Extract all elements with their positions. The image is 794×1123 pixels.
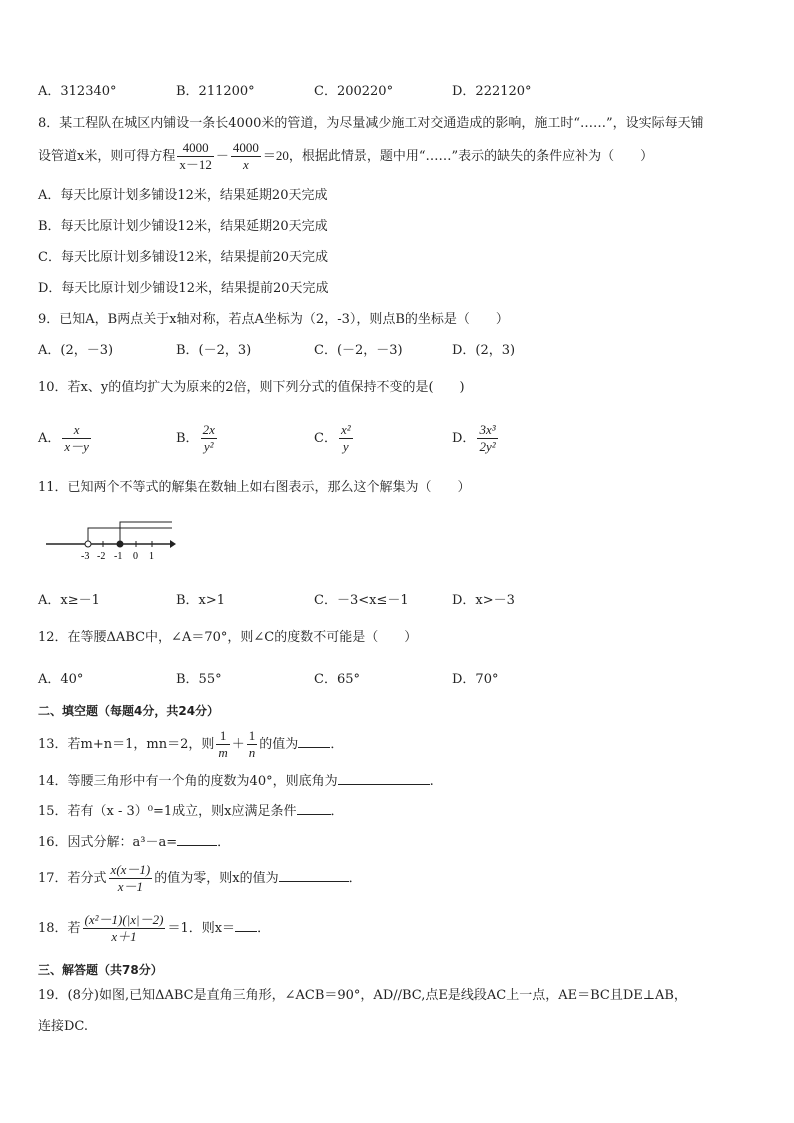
answer-blank[interactable] [298,735,330,748]
q18-den: x＋1 [111,929,137,944]
q13-f2-den: n [248,745,256,760]
answer-blank[interactable] [235,919,257,932]
q14-end: . [429,774,434,789]
q10-option-d-fraction [477,422,497,455]
q10-option-a-fraction [62,422,91,455]
q12-option-b: B．55° [176,672,222,687]
answer-blank[interactable] [177,833,217,846]
q9-option-b: B．(－2，3) [176,343,252,358]
q8-stem-line2 [38,140,653,173]
q10-d-den: 2y² [479,439,496,454]
q8-option-b: B．每天比原计划少铺设12米，结果延期20天完成 [38,219,328,234]
q8-minus: － [215,148,229,163]
q18-num: (x²－1)(|x|－2) [84,912,164,927]
q7-option-c: C．200220° [314,84,394,99]
q10-option-d-label: D． [452,431,476,446]
q8-equals: ＝20 [262,148,289,163]
solution-bracket-1 [88,528,172,542]
q11-option-d: D．x>－3 [452,593,515,608]
q10-option-a-label: A． [38,431,61,446]
q10-d-num: 3x³ [479,422,496,437]
q8-stem-post: ，根据此情景，题中用“……”表示的缺失的条件应补为（ ） [288,149,654,164]
q10-option-c [314,422,355,455]
q10-stem: 10．若x、y的值均扩大为原来的2倍，则下列分式的值保持不变的是( ) [38,380,465,395]
q16 [38,833,230,851]
answer-blank[interactable] [297,802,331,815]
q13-plus: ＋ [231,736,245,751]
q10-option-a [38,422,93,455]
q18-post: ＝1．则x＝ [167,921,236,936]
q8-fraction-2-den: x [242,157,249,172]
tick-label: -1 [114,551,123,562]
q10-c-num: x² [340,422,351,437]
q8-option-d: D．每天比原计划少铺设12米，结果提前20天完成 [38,281,329,296]
number-line-diagram [40,516,190,564]
q17-pre: 17．若分式 [38,871,107,886]
axis-arrow [170,540,176,548]
tick-label: -2 [97,551,106,562]
q14-text: 14．等腰三角形中有一个角的度数为40°，则底角为 [38,774,338,789]
q17-den: x－1 [117,879,144,894]
q12-option-c: C．65° [314,672,360,687]
q9-option-c: C．(－2，－3) [314,343,403,358]
solution-bracket-2 [120,522,172,542]
q17-num: x(x－1) [110,862,151,877]
q15-text: 15．若有（x - 3）⁰=1成立，则x应满足条件 [38,804,297,819]
q8-fraction-1-den: x－12 [179,157,212,172]
q10-b-den: y² [203,439,214,454]
q17-post: 的值为零，则x的值为 [154,871,279,886]
q13-f1-den: m [218,745,228,760]
q7-option-d: D．222120° [452,84,532,99]
q13-fraction-1 [216,728,229,761]
q8-option-a: A．每天比原计划多铺设12米，结果延期20天完成 [38,188,328,203]
q12-option-a: A．40° [38,672,84,687]
answer-blank[interactable] [279,869,349,882]
q9-option-d: D．(2，3) [452,343,516,358]
q10-c-den: y [342,439,349,454]
q8-fraction-2 [231,140,261,173]
section-heading-fill-in: 二、填空题（每题4分，共24分） [38,704,220,718]
q13-f2-num: 1 [248,728,256,743]
q8-fraction-1-num: 4000 [177,140,214,157]
q8-fraction-1 [177,140,214,173]
q19-stem-line1: 19．(8分)如图,已知ΔABC是直角三角形，∠ACB＝90°，AD//BC,点E是线段AC上一点，AE＝BC且DE⊥AB， [38,988,687,1003]
tick-label: -3 [81,551,90,562]
q15-end: ． [330,804,344,819]
q14 [38,772,434,790]
q12-stem: 12．在等腰ΔABC中，∠A＝70°，则∠C的度数不可能是（ ） [38,630,418,645]
tick-label: 1 [149,551,154,562]
q10-option-d [452,422,500,455]
q10-option-b [176,422,219,455]
q11-option-c: C．－3<x≤－1 [314,593,409,608]
q7-option-a: A．312340° [38,84,117,99]
q17-end: ． [348,871,362,886]
q8-option-c: C．每天比原计划多铺设12米，结果提前20天完成 [38,250,329,265]
q16-end: ． [217,835,231,850]
q9-option-a: A．(2，－3) [38,343,114,358]
q13-f1-num: 1 [216,728,229,745]
q13-pre: 13．若m+n＝1，mn＝2，则 [38,737,215,752]
section-heading-solutions: 三、解答题（共78分） [38,963,163,977]
q17 [38,862,362,895]
q10-a-den: x－y [64,439,89,454]
q18-pre: 18．若 [38,921,81,936]
q16-text: 16．因式分解：a³－a= [38,835,178,850]
tick-label: 0 [133,551,138,562]
q18-fraction [83,912,166,945]
q18 [38,912,270,945]
q13-post: 的值为 [259,737,299,752]
q11-option-a: A．x≥－1 [38,593,100,608]
q13-end: ． [330,737,344,752]
q18-end: ． [257,921,271,936]
q17-fraction [109,862,153,895]
answer-blank[interactable] [338,772,430,785]
q13 [38,728,343,761]
q11-option-b: B．x>1 [176,593,226,608]
q8-stem-pre: 设管道x米，则可得方程 [38,149,176,164]
q10-option-b-fraction [201,422,217,455]
q7-option-b: B．211200° [176,84,255,99]
q11-stem: 11．已知两个不等式的解集在数轴上如右图表示，那么这个解集为（ ） [38,480,471,495]
q19-stem-line2: 连接DC. [38,1019,89,1034]
q10-b-num: 2x [202,422,215,437]
q10-option-b-label: B． [176,431,199,446]
q10-option-c-label: C． [314,431,337,446]
q13-fraction-2 [247,728,258,761]
q12-option-d: D．70° [452,672,499,687]
q15 [38,802,344,820]
q10-option-c-fraction [339,422,353,455]
q9-stem: 9．已知A，B两点关于x轴对称，若点A坐标为（2，-3），则点B的坐标是（ ） [38,312,509,327]
closed-point [117,541,123,547]
q8-stem-line1: 8．某工程队在城区内铺设一条长4000米的管道，为尽量减少施工对交通造成的影响，施工时“……”，设实际每天铺 [38,116,704,131]
q10-a-num: x [62,422,91,439]
q8-fraction-2-num: 4000 [232,140,259,155]
open-point [85,541,91,547]
